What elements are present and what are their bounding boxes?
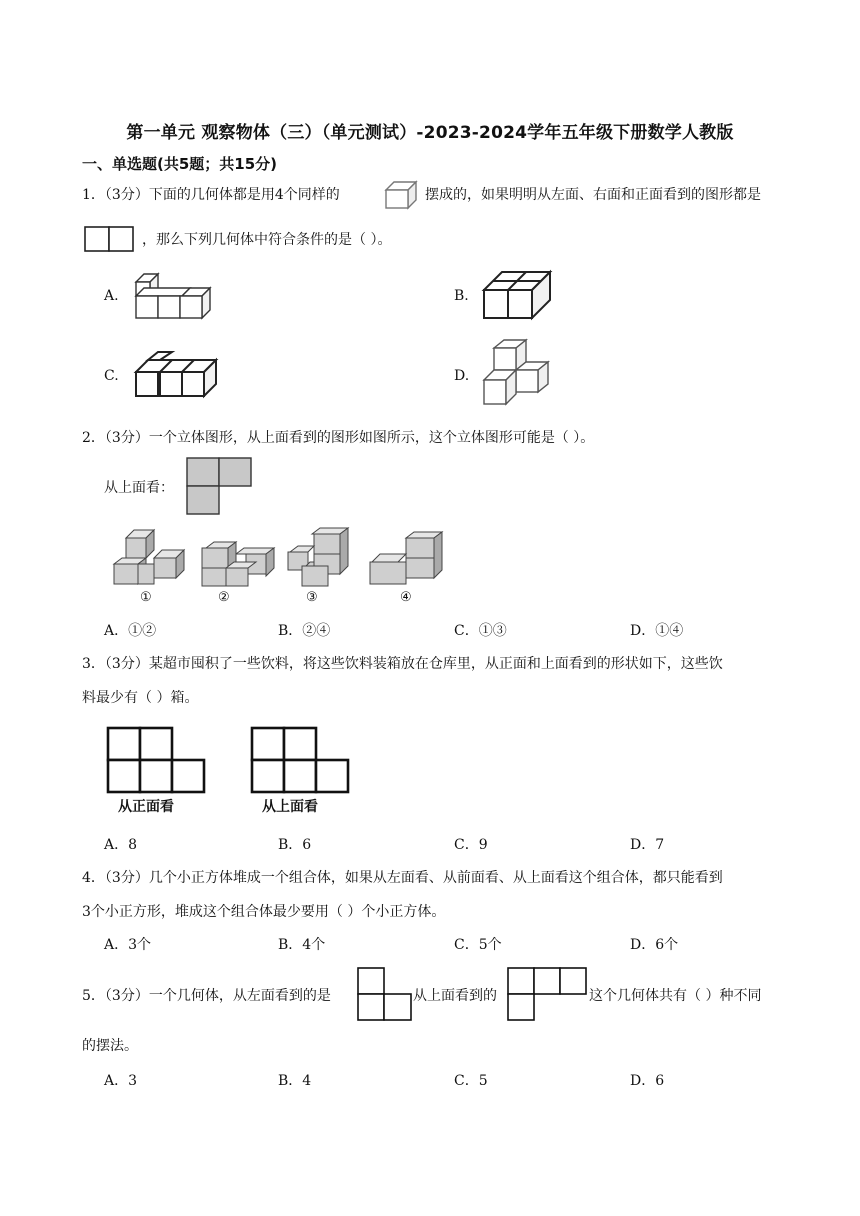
q4-text-2: 3个小正方形，堆成这个组合体最少要用（ ）个小正方体。 bbox=[82, 904, 446, 920]
q2-option-b[interactable]: B．②④ bbox=[278, 623, 331, 639]
q2-figure-2 bbox=[198, 540, 280, 590]
q3-option-b[interactable]: B．6 bbox=[278, 837, 312, 853]
q1-option-a[interactable]: A. bbox=[104, 288, 119, 304]
q1-option-b-figure bbox=[482, 270, 554, 322]
q2-fig-label-3: ③ bbox=[306, 590, 318, 605]
q5-option-a[interactable]: A．3 bbox=[104, 1073, 138, 1089]
q2-option-d[interactable]: D．①④ bbox=[630, 623, 684, 639]
q5-option-c[interactable]: C．5 bbox=[454, 1073, 488, 1089]
q3-top-view-figure bbox=[250, 726, 350, 794]
q5-text-4: 的摆法。 bbox=[82, 1038, 138, 1054]
q1-option-a-figure bbox=[132, 272, 212, 322]
q2-top-view-figure bbox=[186, 457, 254, 517]
q1-option-d-figure bbox=[480, 338, 552, 410]
q5-text-3: 这个几何体共有（ ）种不同 bbox=[589, 988, 762, 1004]
section-heading: 一、单选题(共5题；共15分) bbox=[82, 155, 278, 173]
q1-option-d[interactable]: D. bbox=[454, 368, 470, 384]
q1-option-c[interactable]: C. bbox=[104, 368, 119, 384]
q3-front-view-figure bbox=[106, 726, 206, 794]
q2-fig-label-1: ① bbox=[140, 590, 152, 605]
small-cube-icon bbox=[384, 180, 418, 210]
q1-text-2: ，那么下列几何体中符合条件的是（ ）。 bbox=[142, 232, 392, 248]
q5-option-d[interactable]: D．6 bbox=[630, 1073, 665, 1089]
q4-option-c[interactable]: C．5个 bbox=[454, 937, 502, 953]
q2-fig-label-2: ② bbox=[218, 590, 230, 605]
two-square-view-icon bbox=[84, 226, 136, 254]
q4-option-a[interactable]: A．3个 bbox=[104, 937, 152, 953]
q5-option-b[interactable]: B．4 bbox=[278, 1073, 312, 1089]
q3-option-a[interactable]: A．8 bbox=[104, 837, 138, 853]
q2-text-1: 2．（3分）一个立体图形，从上面看到的图形如图所示，这个立体图形可能是（ ）。 bbox=[82, 430, 595, 446]
q2-top-view-label: 从上面看： bbox=[104, 480, 174, 496]
q1-text-1a: 1．（3分）下面的几何体都是用4个同样的 bbox=[82, 187, 340, 203]
q2-option-a[interactable]: A．①② bbox=[104, 623, 157, 639]
q2-figure-1 bbox=[110, 528, 190, 588]
q2-figure-3 bbox=[284, 526, 358, 590]
q2-fig-label-4: ④ bbox=[400, 590, 412, 605]
q4-option-d[interactable]: D．6个 bbox=[630, 937, 679, 953]
q5-left-view-figure bbox=[357, 967, 415, 1023]
q1-option-c-figure bbox=[132, 350, 218, 400]
q1-text-1b: 摆成的，如果明明从左面、右面和正面看到的图形都是 bbox=[425, 187, 761, 203]
q3-text-2: 料最少有（ ）箱。 bbox=[82, 690, 199, 706]
q4-text-1: 4．（3分）几个小正方体堆成一个组合体，如果从左面看、从前面看、从上面看这个组合体，都只能看到 bbox=[82, 870, 723, 886]
q3-option-d[interactable]: D．7 bbox=[630, 837, 665, 853]
q5-text-1: 5．（3分）一个几何体，从左面看到的是 bbox=[82, 988, 331, 1004]
q4-option-b[interactable]: B．4个 bbox=[278, 937, 326, 953]
q5-top-view-figure bbox=[507, 967, 591, 1023]
q3-text-1: 3．（3分）某超市囤积了一些饮料，将这些饮料装箱放在仓库里，从正面和上面看到的形状如下，这些饮 bbox=[82, 656, 723, 672]
page-title: 第一单元 观察物体（三）（单元测试）-2023-2024学年五年级下册数学人教版 bbox=[126, 123, 734, 143]
q3-option-c[interactable]: C．9 bbox=[454, 837, 488, 853]
q5-text-2: 从上面看到的 bbox=[413, 988, 497, 1004]
q2-figure-4 bbox=[366, 530, 446, 588]
q2-option-c[interactable]: C．①③ bbox=[454, 623, 507, 639]
q1-option-b[interactable]: B. bbox=[454, 288, 469, 304]
q3-front-view-label: 从正面看 bbox=[118, 799, 174, 815]
q3-top-view-label: 从上面看 bbox=[262, 799, 318, 815]
